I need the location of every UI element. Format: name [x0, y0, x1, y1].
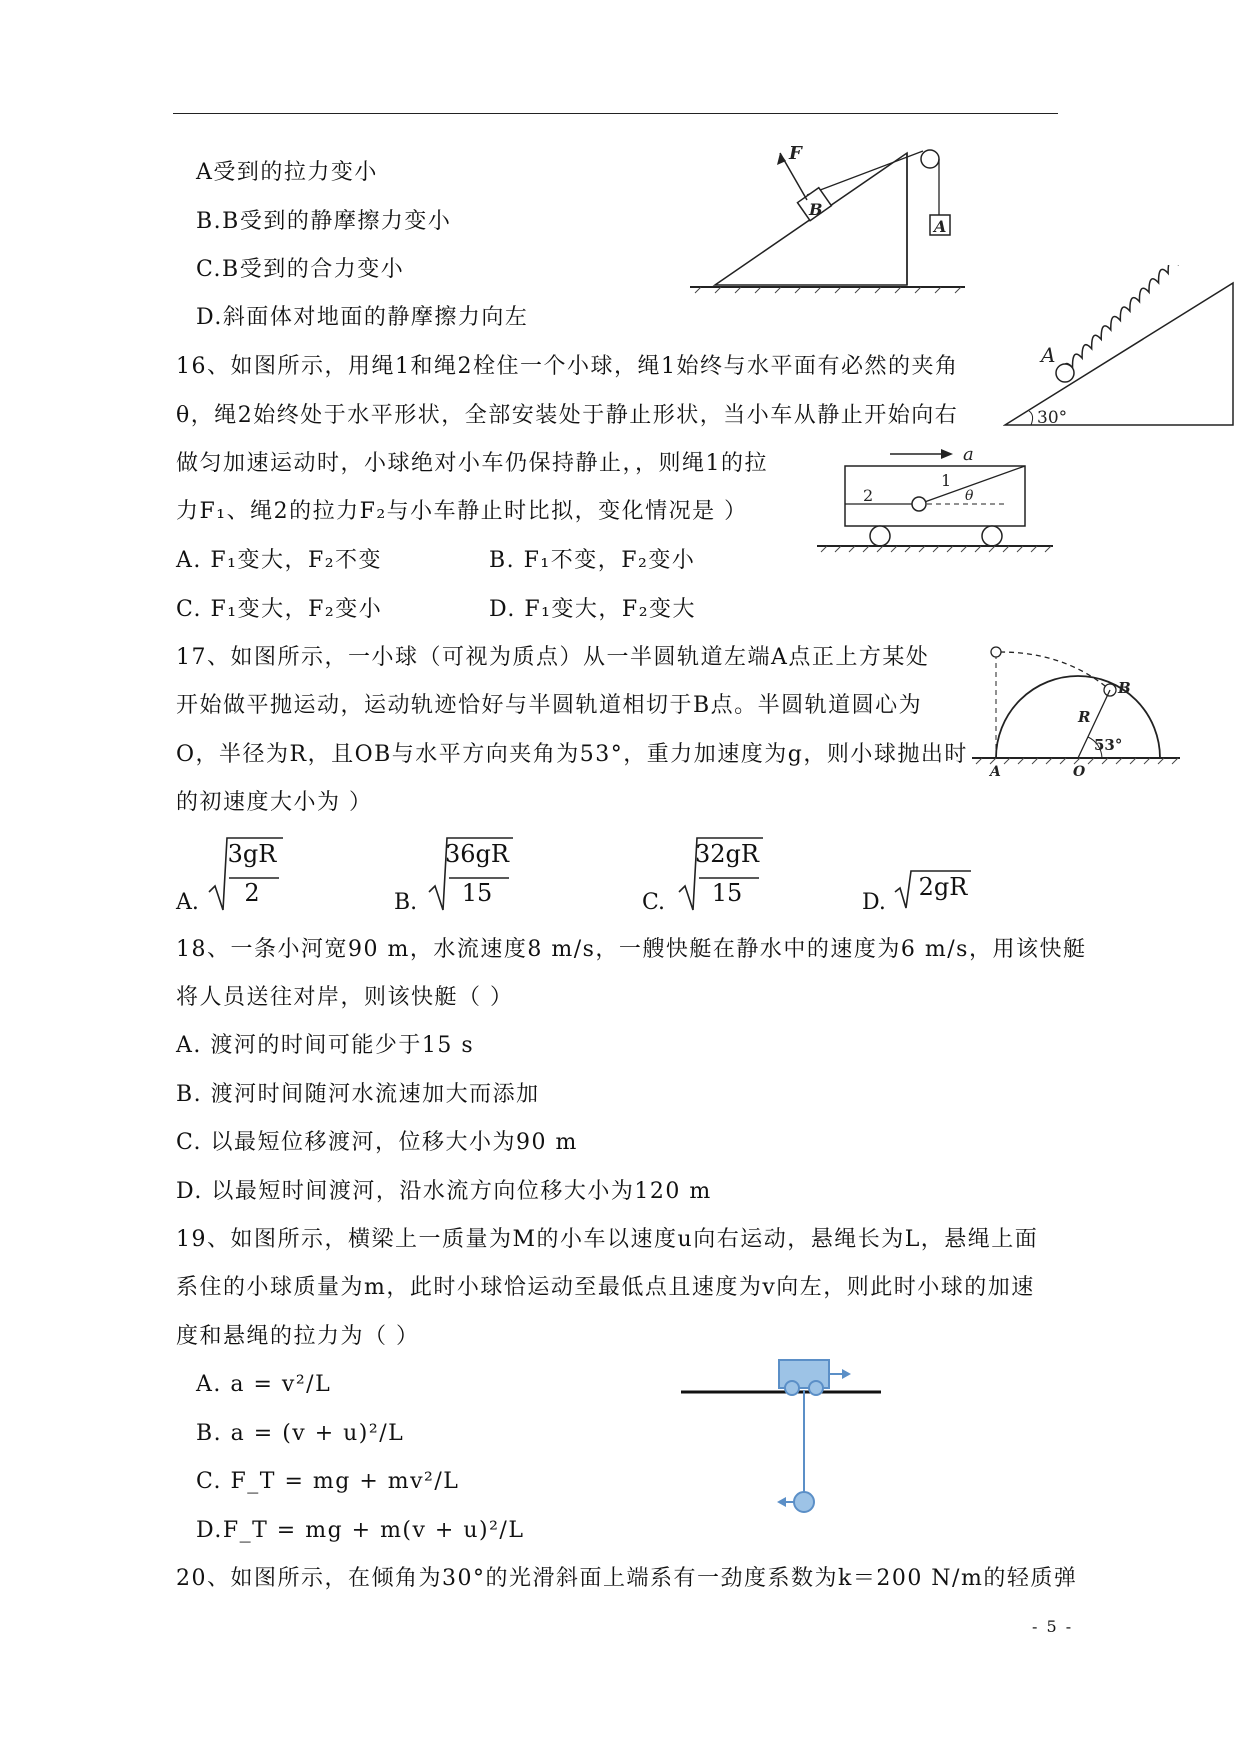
figure-label-53: 53°	[1094, 736, 1123, 754]
q19-line-2: 系住的小球质量为m，此时小球恰运动至最低点且速度为v向左，则此时小球的加速	[176, 1275, 1035, 1300]
q19-line-3: 度和悬绳的拉力为（ ）	[176, 1324, 420, 1349]
q15-option-c: C.B受到的合力变小	[196, 257, 405, 282]
q17-option-a-num: 3gR	[227, 840, 277, 868]
q17-option-a-den: 2	[244, 879, 260, 907]
page-number: - 5 -	[1032, 1617, 1074, 1636]
figure-label-1: 1	[941, 471, 952, 490]
figure-label-2: 2	[863, 486, 874, 505]
q17-line-2: 开始做平抛运动，运动轨迹恰好与半圆轨道相切于B点。半圆轨道圆心为	[176, 693, 923, 718]
figure-label-a-2: A	[1041, 343, 1056, 367]
q17-line-1: 17、如图所示，一小球（可视为质点）从一半圆轨道左端A点正上方某处	[176, 645, 930, 670]
q17-option-a-label: A.	[176, 890, 199, 915]
q16-option-a: A. F₁变大，F₂不变	[176, 548, 383, 573]
cart-ropes-figure	[815, 440, 1055, 560]
q18-option-a: A. 渡河的时间可能少于15 s	[176, 1033, 475, 1058]
figure-label-r: R	[1078, 708, 1091, 726]
q16-line-2: θ，绳2始终处于水平形状，全部安装处于静止形状，当小车从静止开始向右	[176, 403, 959, 428]
q18-option-c: C. 以最短位移渡河，位移大小为90 m	[176, 1130, 578, 1155]
q17-option-d-label: D.	[862, 890, 886, 915]
q17-option-c-label: C.	[642, 890, 666, 915]
figure-label-f: F	[789, 143, 802, 164]
figure-label-b: B	[809, 200, 823, 219]
cart-pendulum-figure	[675, 1352, 885, 1522]
semicircle-track-figure	[970, 640, 1185, 780]
figure-label-o: O	[1073, 764, 1086, 780]
q16-line-4: 力F₁、绳2的拉力F₂与小车静止时比拟，变化情况是 ）	[176, 499, 748, 524]
q17-option-b-den: 15	[461, 879, 493, 907]
q18-option-d: D. 以最短时间渡河，沿水流方向位移大小为120 m	[176, 1179, 712, 1204]
q17-option-d-expr: 2gR	[918, 873, 968, 901]
figure-label-a-3: A	[990, 764, 1001, 780]
q17-option-b-label: B.	[394, 890, 418, 915]
figure-label-accel: a	[963, 444, 974, 465]
incline-pulley-figure	[685, 135, 985, 295]
q17-line-3: O，半径为R，且OB与水平方向夹角为53°，重力加速度为g，则小球抛出时	[176, 742, 968, 767]
q19-option-a: A. a = v²/L	[196, 1372, 332, 1397]
q19-option-c: C. F_T = mg + mv²/L	[196, 1469, 460, 1494]
q19-option-b: B. a = (v + u)²/L	[196, 1421, 405, 1446]
q16-option-c: C. F₁变大，F₂变小	[176, 597, 383, 622]
spring-incline-figure	[1003, 265, 1239, 430]
q15-option-b: B.B受到的静摩擦力变小	[196, 209, 452, 234]
q20-line-1: 20、如图所示，在倾角为30°的光滑斜面上端系有一劲度系数为k＝200 N/m的轻质弹	[176, 1566, 1078, 1591]
figure-label-a: A	[934, 217, 947, 236]
figure-label-30: 30°	[1037, 408, 1068, 428]
q19-line-1: 19、如图所示，横梁上一质量为M的小车以速度u向右运动，悬绳长为L，悬绳上面	[176, 1227, 1039, 1252]
q17-option-b-num: 36gR	[445, 840, 509, 868]
q18-line-2: 将人员送往对岸，则该快艇（ ）	[176, 985, 514, 1010]
q16-option-b: B. F₁不变，F₂变小	[489, 548, 696, 573]
q17-option-c-num: 32gR	[695, 840, 759, 868]
q17-option-c-den: 15	[711, 879, 743, 907]
figure-label-theta: θ	[965, 488, 974, 504]
q18-line-1: 18、一条小河宽90 m，水流速度8 m/s，一艘快艇在静水中的速度为6 m/s，用该快艇	[176, 937, 1087, 962]
q16-line-3: 做匀加速运动时，小球绝对小车仍保持静止，，则绳1的拉	[176, 451, 768, 476]
figure-label-b-2: B	[1118, 679, 1131, 697]
q15-option-a: A受到的拉力变小	[196, 160, 378, 185]
q17-line-4: 的初速度大小为 ）	[176, 790, 373, 815]
q16-line-1: 16、如图所示，用绳1和绳2栓住一个小球，绳1始终与水平面有必然的夹角	[176, 354, 959, 379]
q16-option-d: D. F₁变大，F₂变大	[489, 597, 697, 622]
q18-option-b: B. 渡河时间随河水流速加大而添加	[176, 1082, 540, 1107]
q15-option-d: D.斜面体对地面的静摩擦力向左	[196, 305, 529, 330]
q19-option-d: D.F_T = mg + m(v + u)²/L	[196, 1518, 525, 1543]
header-rule	[173, 113, 1058, 114]
